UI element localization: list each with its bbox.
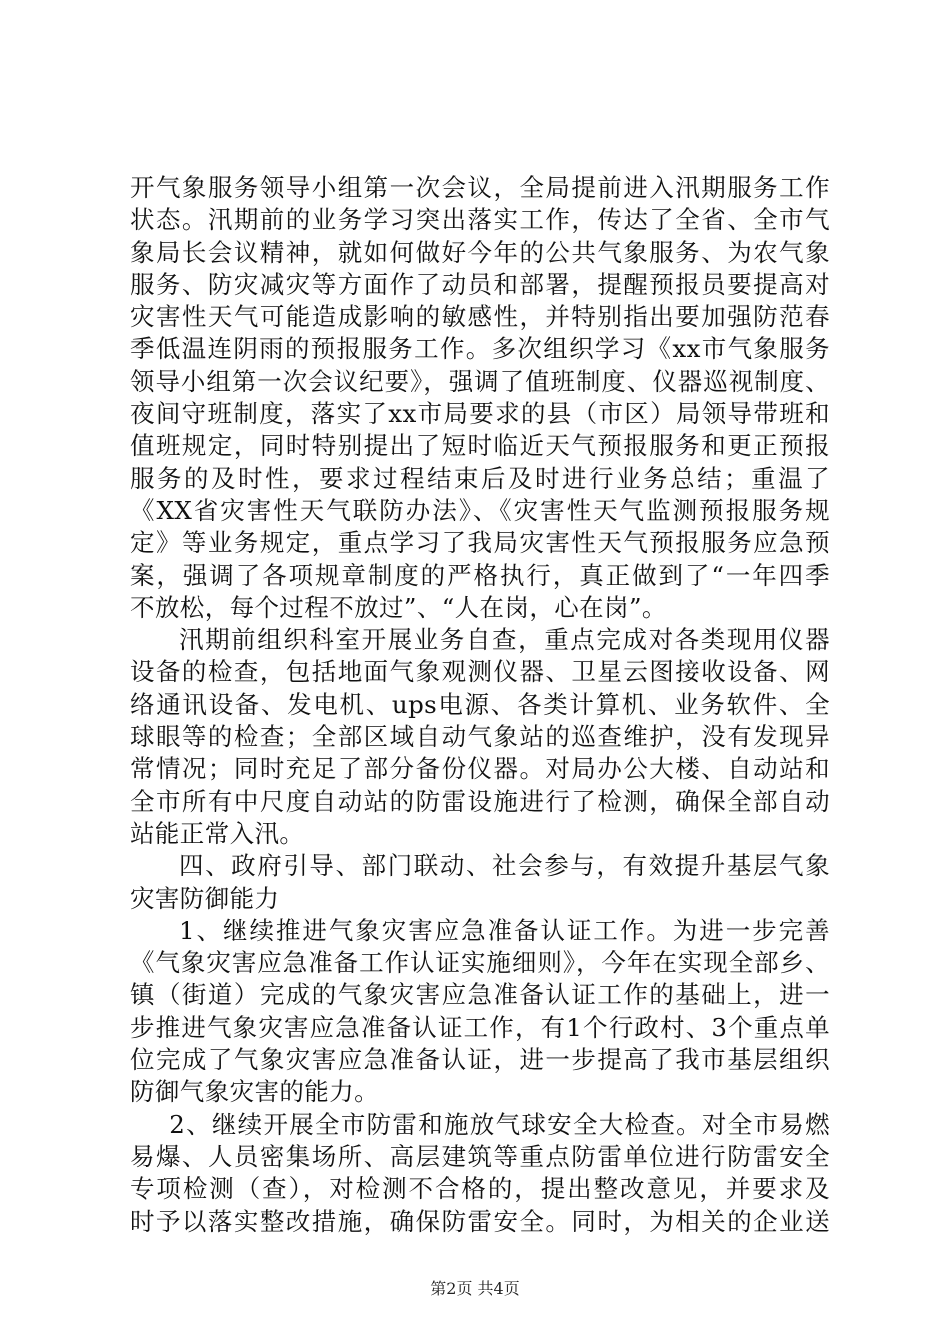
text-line: 易爆、人员密集场所、高层建筑等重点防雷单位进行防雷安全 — [130, 1141, 830, 1171]
text-line: 领导小组第一次会议纪要》，强调了值班制度、仪器巡视制度、 — [130, 366, 830, 396]
text-line: 案，强调了各项规章制度的严格执行，真正做到了“一年四季 — [130, 560, 830, 590]
text-line: 步推进气象灾害应急准备认证工作，有1个行政村、3个重点单 — [130, 1012, 830, 1042]
text-line: 夜间守班制度，落实了xx市局要求的县（市区）局领导带班和 — [130, 399, 830, 429]
body-text — [130, 172, 830, 1238]
text-line: 服务、防灾减灾等方面作了动员和部署，提醒预报员要提高对 — [130, 269, 830, 299]
text-line: 值班规定，同时特别提出了短时临近天气预报服务和更正预报 — [130, 431, 830, 461]
text-line: 全市所有中尺度自动站的防雷设施进行了检测，确保全部自动 — [130, 786, 830, 816]
text-line: 灾害防御能力 — [130, 883, 280, 913]
text-line: 《气象灾害应急准备工作认证实施细则》，今年在实现全部乡、 — [130, 948, 830, 978]
page-footer — [0, 1279, 950, 1299]
text-line: 季低温连阴雨的预报服务工作。多次组织学习《xx市气象服务 — [130, 334, 830, 364]
text-line: 络通讯设备、发电机、ups电源、各类计算机、业务软件、全 — [130, 689, 830, 719]
text-line: 不放松，每个过程不放过”、“人在岗，心在岗”。 — [130, 592, 667, 622]
text-line: 1、继续推进气象灾害应急准备认证工作。为进一步完善 — [179, 915, 830, 945]
text-line: 定》等业务规定，重点学习了我局灾害性天气预报服务应急预 — [130, 528, 830, 558]
text-line: 2、继续开展全市防雷和施放气球安全大检查。对全市易燃 — [169, 1109, 830, 1139]
text-line: 服务的及时性，要求过程结束后及时进行业务总结；重温了 — [130, 463, 830, 493]
text-line: 象局长会议精神，就如何做好今年的公共气象服务、为农气象 — [130, 237, 830, 267]
text-line: 镇（街道）完成的气象灾害应急准备认证工作的基础上，进一 — [130, 980, 830, 1010]
text-line: 《XX省灾害性天气联防办法》、《灾害性天气监测预报服务规 — [130, 495, 830, 525]
text-line: 防御气象灾害的能力。 — [130, 1077, 379, 1107]
text-line: 汛期前组织科室开展业务自查，重点完成对各类现用仪器 — [179, 625, 830, 655]
text-line: 设备的检查，包括地面气象观测仪器、卫星云图接收设备、网 — [130, 657, 830, 687]
text-line: 四、政府引导、部门联动、社会参与，有效提升基层气象 — [179, 851, 830, 881]
text-line: 球眼等的检查；全部区域自动气象站的巡查维护，没有发现异 — [130, 722, 830, 752]
text-line: 专项检测（查），对检测不合格的，提出整改意见，并要求及 — [130, 1174, 830, 1204]
text-line: 位完成了气象灾害应急准备认证，进一步提高了我市基层组织 — [130, 1045, 830, 1075]
text-line: 站能正常入汛。 — [130, 818, 305, 848]
page-number-label: 第2页 共4页 — [430, 1279, 520, 1298]
text-line: 开气象服务领导小组第一次会议，全局提前进入汛期服务工作 — [130, 173, 830, 202]
text-line: 时予以落实整改措施，确保防雷安全。同时，为相关的企业送 — [130, 1206, 830, 1236]
text-line: 状态。汛期前的业务学习突出落实工作，传达了全省、全市气 — [130, 205, 830, 235]
text-line: 常情况；同时充足了部分备份仪器。对局办公大楼、自动站和 — [130, 754, 830, 784]
text-line: 灾害性天气可能造成影响的敏感性，并特别指出要加强防范春 — [130, 302, 830, 332]
